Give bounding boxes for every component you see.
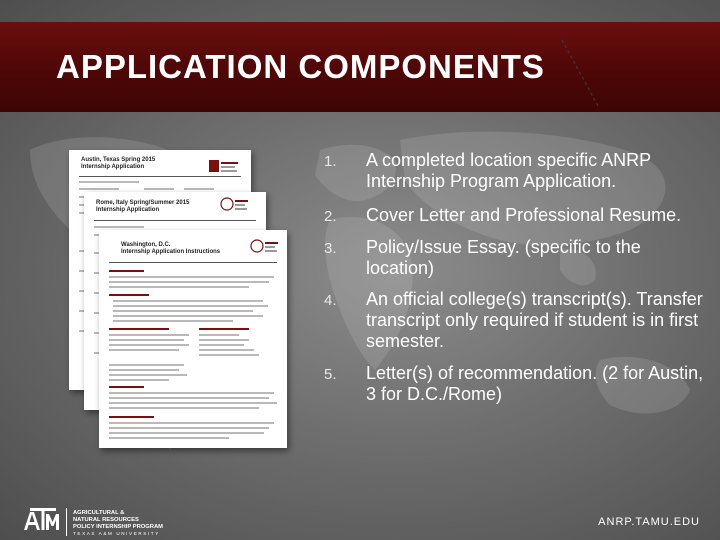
component-text: Policy/Issue Essay. (specific to the location) bbox=[366, 237, 641, 278]
footer-url: ANRP.TAMU.EDU bbox=[598, 516, 700, 528]
document-title-line: Internship Application Instructions bbox=[121, 249, 221, 255]
document-title-line: Internship Application bbox=[81, 164, 145, 170]
footer-org-line: NATURAL RESOURCES bbox=[73, 517, 139, 523]
document-title-line: Rome, Italy Spring/Summer 2015 bbox=[96, 200, 190, 206]
component-number: 5. bbox=[324, 366, 337, 383]
document-title-line: Washington, D.C. bbox=[121, 242, 171, 248]
anrp-footer-logo bbox=[22, 504, 212, 540]
document-title-line: Internship Application bbox=[96, 207, 160, 213]
component-item bbox=[318, 289, 708, 352]
component-text: An official college(s) transcript(s). Transfer transcript only required if student is in first semester. bbox=[366, 289, 703, 351]
atm-logo-icon bbox=[24, 508, 59, 530]
footer-org-line: AGRICULTURAL & bbox=[73, 510, 125, 516]
component-item bbox=[318, 150, 708, 192]
component-item bbox=[318, 363, 708, 405]
components-list bbox=[318, 150, 708, 405]
component-text: A completed location specific ANRP Internship Program Application. bbox=[366, 150, 651, 191]
slide-title: APPLICATION COMPONENTS bbox=[56, 48, 545, 85]
footer-org-line: POLICY INTERNSHIP PROGRAM bbox=[73, 524, 163, 530]
component-item bbox=[318, 205, 708, 226]
university-logo-icon bbox=[209, 158, 239, 174]
application-document-washington bbox=[99, 230, 287, 448]
university-seal-icon bbox=[219, 196, 249, 212]
university-seal-icon bbox=[249, 238, 279, 254]
component-number: 4. bbox=[324, 292, 337, 309]
footer-org-line: TEXAS A&M UNIVERSITY bbox=[73, 531, 160, 536]
component-item bbox=[318, 237, 708, 279]
component-text: Letter(s) of recommendation. (2 for Austin, 3 for D.C./Rome) bbox=[366, 363, 704, 404]
document-title-line: Austin, Texas Spring 2015 bbox=[81, 157, 156, 163]
component-text: Cover Letter and Professional Resume. bbox=[366, 205, 682, 225]
title-accent-icon bbox=[560, 38, 600, 108]
component-number: 2. bbox=[324, 208, 337, 225]
component-number: 3. bbox=[324, 240, 337, 257]
component-number: 1. bbox=[324, 153, 337, 170]
